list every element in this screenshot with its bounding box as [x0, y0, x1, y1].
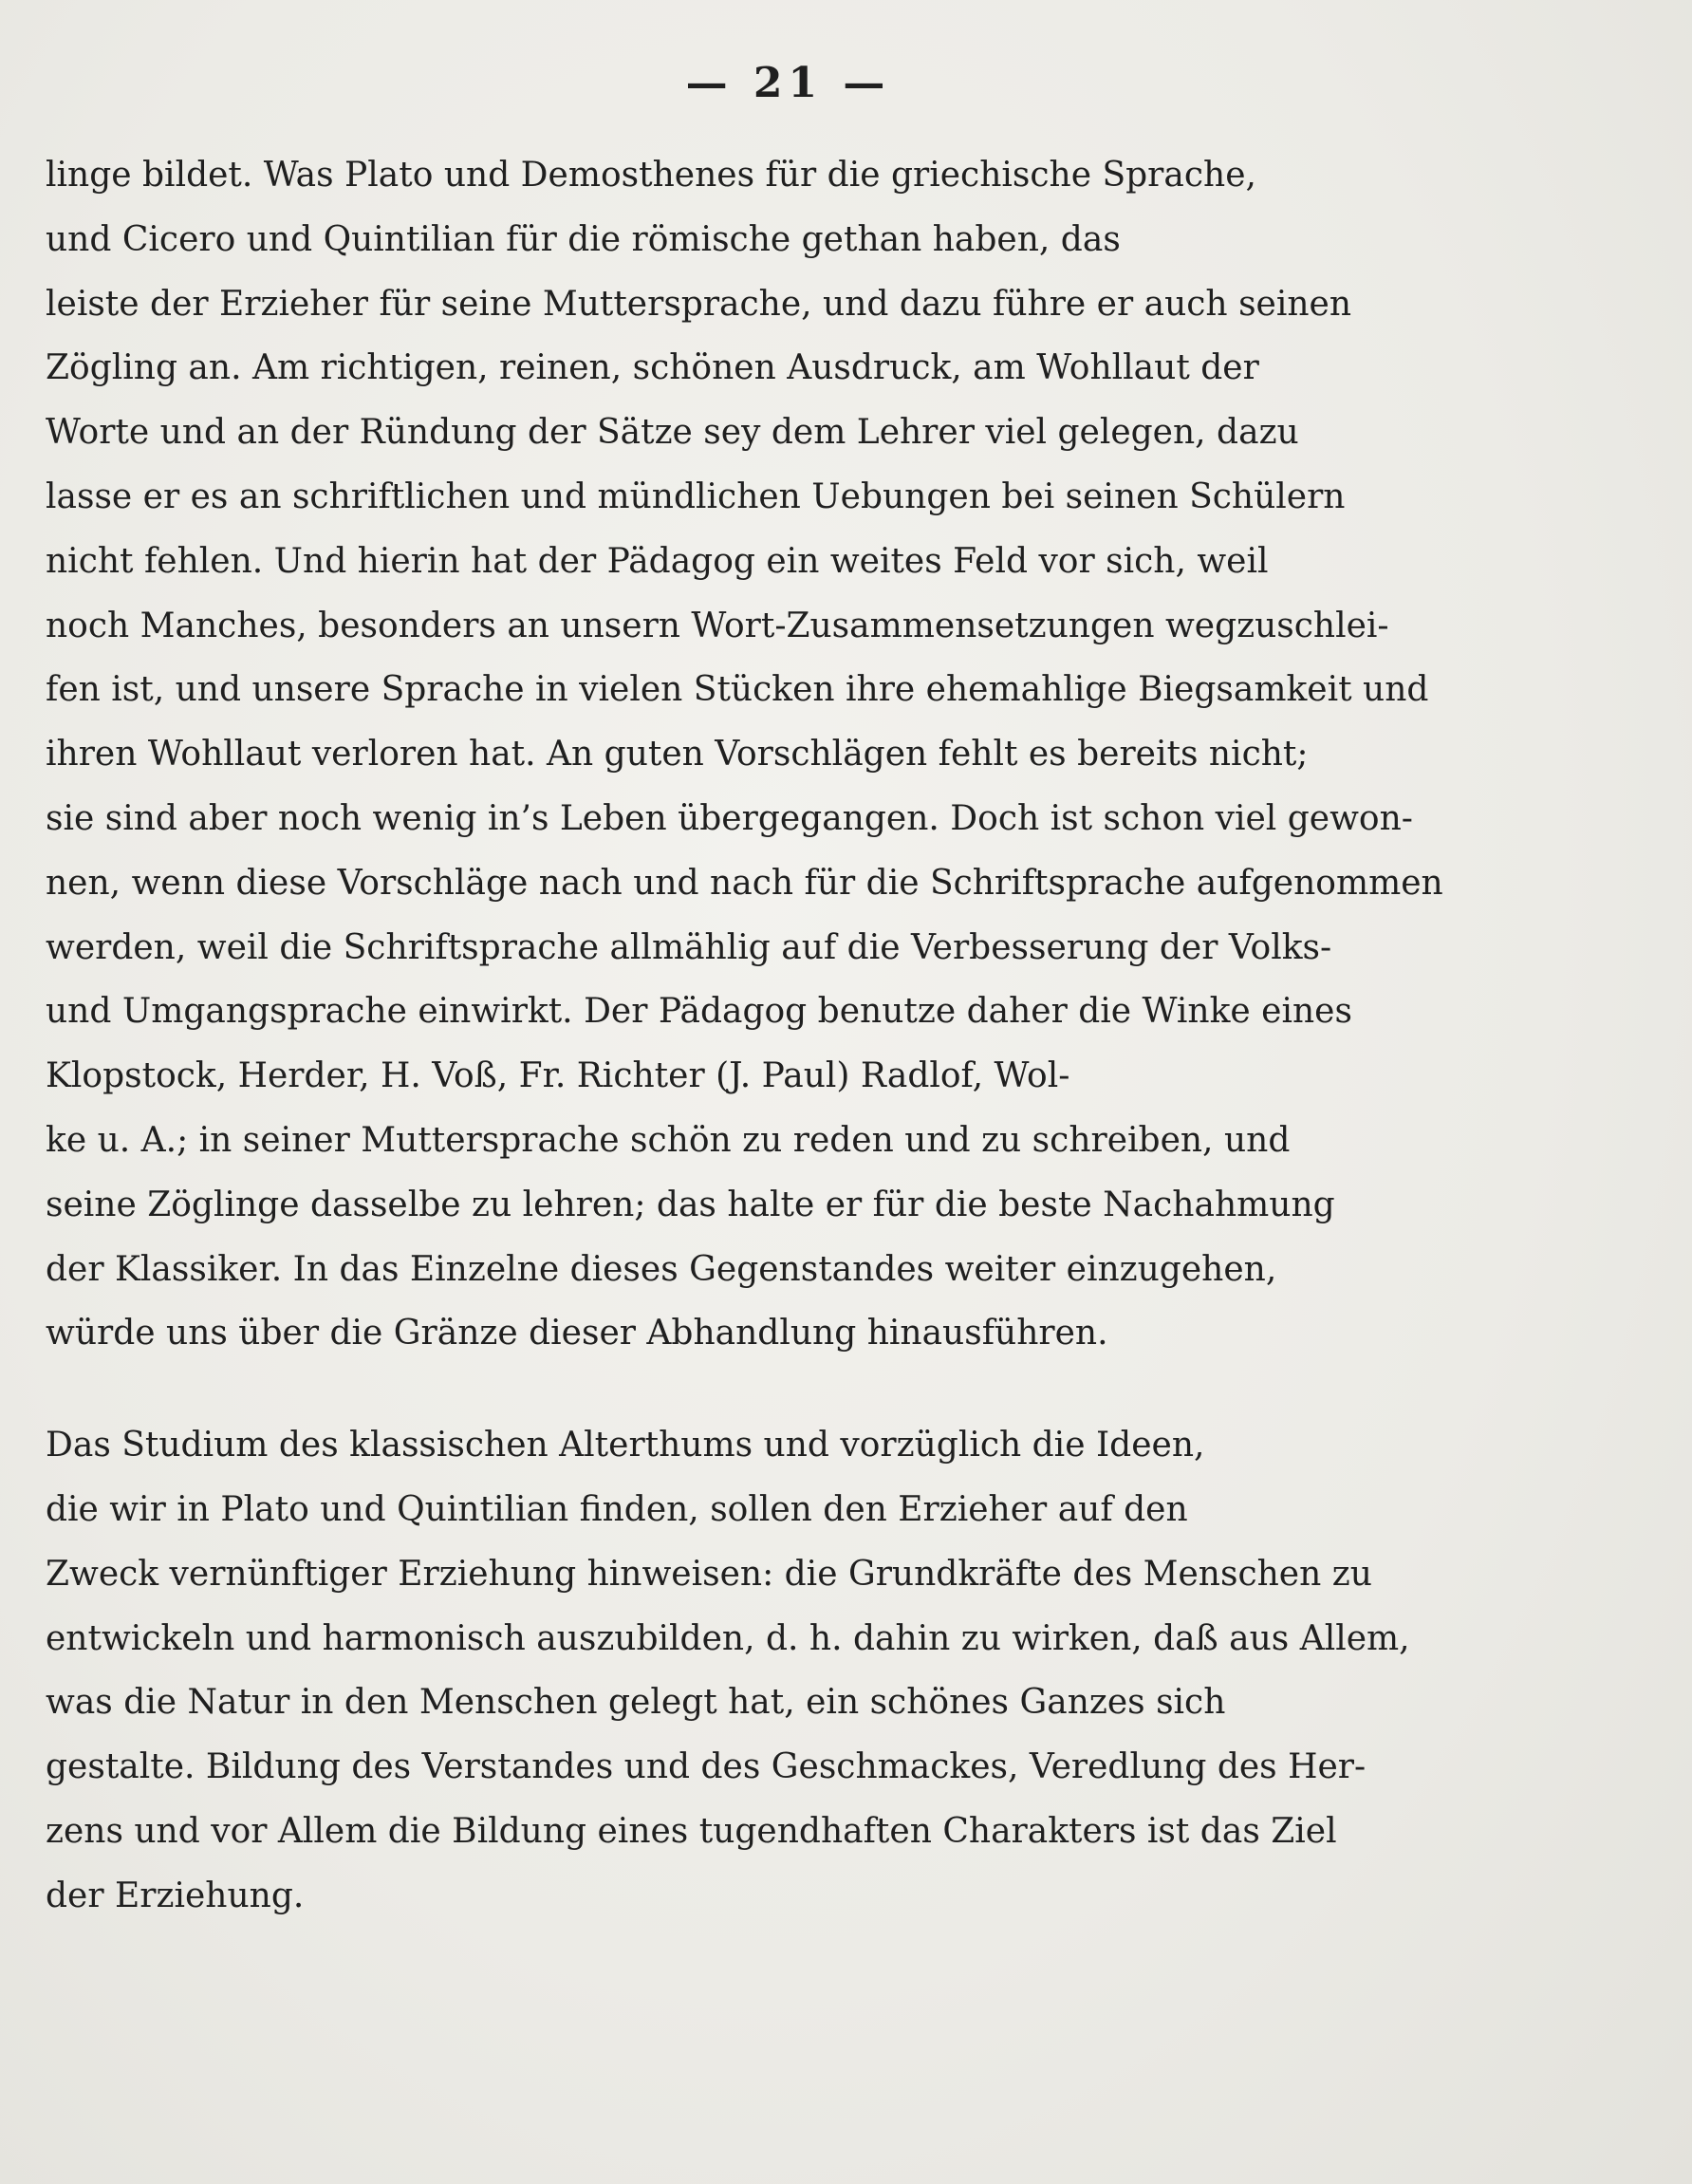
text-line: ke u. A.; in seiner Muttersprache schön zu reden und zu schreiben, und: [46, 1120, 1291, 1160]
text-line: werden, weil die Schriftsprache allmählig auf die Verbesserung der Volks-: [46, 927, 1332, 967]
text-line: sie sind aber noch wenig in’s Leben übergegangen. Doch ist schon viel gewon-: [46, 798, 1413, 838]
text-line: der Klassiker. In das Einzelne dieses Gegenstandes weiter einzugehen,: [46, 1249, 1277, 1289]
text-line: der Erziehung.: [46, 1876, 305, 1915]
paragraph-1: [46, 143, 1445, 1366]
text-line: entwickeln und harmonisch auszubilden, d. h. dahin zu wirken, daß aus Allem,: [46, 1618, 1410, 1658]
text-line: fen ist, und unsere Sprache in vielen Stücken ihre ehemahlige Biegsamkeit und: [46, 670, 1429, 710]
paragraph-2: [46, 1413, 1445, 1928]
text-line: Zögling an. Am richtigen, reinen, schönen Ausdruck, am Wohllaut der: [46, 348, 1259, 388]
text-line: seine Zöglinge dasselbe zu lehren; das halte er für die beste Nachahmung: [46, 1185, 1335, 1224]
text-line: lasse er es an schriftlichen und mündlichen Uebungen bei seinen Schülern: [46, 476, 1346, 516]
text-line: linge bildet. Was Plato und Demosthenes für die griechische Sprache,: [46, 156, 1256, 195]
text-line: nen, wenn diese Vorschläge nach und nach für die Schriftsprache aufgenommen: [46, 863, 1443, 903]
text-line: was die Natur in den Menschen gelegt hat, ein schönes Ganzes sich: [46, 1683, 1226, 1723]
text-line: leiste der Erzieher für seine Muttersprache, und dazu führe er auch seinen: [46, 284, 1352, 324]
text-line: und Cicero und Quintilian für die römische gethan haben, das: [46, 219, 1121, 259]
text-line: Klopstock, Herder, H. Voß, Fr. Richter (J. Paul) Radlof, Wol-: [46, 1056, 1070, 1096]
text-line: Zweck vernünftiger Erziehung hinweisen: die Grundkräfte des Menschen zu: [46, 1554, 1372, 1594]
text-line: noch Manches, besonders an unsern Wort-Zusammensetzungen wegzuschlei-: [46, 606, 1389, 645]
text-line: gestalte. Bildung des Verstandes und des Geschmackes, Veredlung des Her-: [46, 1747, 1367, 1787]
text-line: zens und vor Allem die Bildung eines tugendhaften Charakters ist das Ziel: [46, 1811, 1337, 1851]
text-line: und Umgangsprache einwirkt. Der Pädagog benutze daher die Winke eines: [46, 992, 1352, 1032]
text-line: die wir in Plato und Quintilian finden, sollen den Erzieher auf den: [46, 1489, 1188, 1529]
text-line: nicht fehlen. Und hierin hat der Pädagog ein weites Feld vor sich, weil: [46, 541, 1269, 581]
text-line: ihren Wohllaut verloren hat. An guten Vorschlägen fehlt es bereits nicht;: [46, 735, 1309, 775]
text-line: würde uns über die Gränze dieser Abhandlung hinausführen.: [46, 1314, 1108, 1353]
text-line: Worte und an der Ründung der Sätze sey dem Lehrer viel gelegen, dazu: [46, 413, 1299, 453]
page-number: — 21 —: [685, 59, 891, 107]
text-line: Das Studium des klassischen Alterthums und vorzüglich die Ideen,: [46, 1426, 1205, 1465]
